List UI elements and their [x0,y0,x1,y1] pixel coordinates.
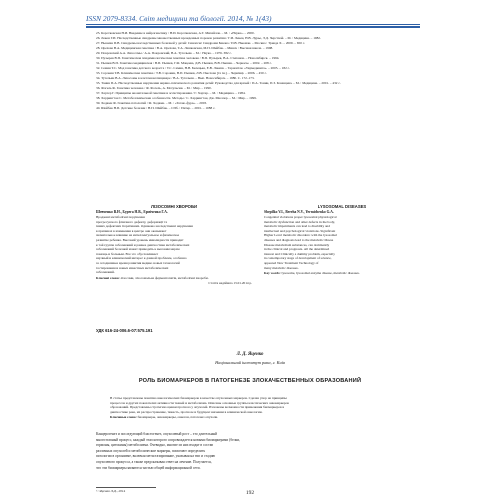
body-line: опухолевого процесса, а также предсказывая ответ на лечение. Получается, [96,459,212,464]
article-keywords-text: биомаркеры, онкомаркеры, онкоген, патогенез опухоли. [137,415,219,420]
reference-number: 33. [96,71,101,75]
reference-number: 26. [96,36,101,40]
article-abstract [110,396,410,420]
article-institute: Національний інститут рака, г. Київ [215,360,285,365]
abstract-right-line: metabolic impairments can lead to disability and [264,224,330,229]
abstract-left-line: заболеваний. [96,270,115,275]
reference-number: 34. [96,76,101,80]
abstract-right-line: appeared New Treatment Technology of [264,260,319,265]
reference-text: Ньюман П.В. Синдромы наследственных болезней у детей: Синопсис Синдроми Бавова / П.В. Ньюман. – Москва : Триада Х. – 2009. – 650 с. [101,41,306,45]
reference-text: Пузырев В.П. Генетическая эпидемиологическая генетика человека / В.П. Пузырев, В.А. Степанов. – Новосибирск. – 1994. [101,56,280,60]
abstract-left-line: заболеваний болезней может приводить к высоким мерам [96,247,180,252]
reference-text: Шейбак Н.П. Детские болезни / Н.П. Шейбак. – СПб. : Питер. – 2001. – 1088 с. [101,106,216,110]
article-author: Л. Д. Яценко [236,352,264,357]
reference-text: Фогель Ф. Генетика человека / Ф. Фогель, А. Мотульски. – М. : Мир. – 1990. [101,86,212,90]
reference-text: Тутельян В.А. Лизосомы в клеточном пищеваре / В.А. Тутельян. – Вып. Новосибирск. – 1980. С. 172–173. [101,76,255,80]
body-line: гормоны, цитокины) метаболизма. Очевидно, многие из них входят в состав [96,443,213,448]
reference-number: 29. [96,51,101,55]
abstract-ukrainian [96,204,252,285]
reference-text: Семин Т.С. Мод генетика детского возраста / Т.С. Семин, Н.В. Белецька, Е.В. Лакиш. – Тернопіль: «Укрмедкнига». – 2005. – 182 с. [101,66,290,70]
abstract-right-line: interest and Clinically a dummy problem, especially [264,251,335,256]
reference-text: Пышев В.П. Генетика медицинская / В.П. Пышев, Г.Ф. Мацеева, Д.В. Пышев, В.В. Пышев. – Черкасы. – 2002. – 208 с. [101,61,272,65]
abstract-right-text [264,215,420,270]
reference-text: Коротковская Н.И. Введение в нейрогенетику / Н.И. Коротковская, А.Т. Михайлов. – М. : «Наука». – 2000. [101,31,255,35]
abstract-left-line: помощь и больным. Все это обусловливает [96,251,159,256]
abstract-right-title: LYSOSOMAL DISEASES [317,204,367,209]
copyright-note: © Яценко Л.Д., 2014 [96,489,126,493]
abstract-left-authors: Шевченко В.Н., Бурега Н.В., Ерміченко Г.А. [96,210,168,214]
reference-text: Хартер Г. Принципы неонатальной генетики и ассистирования / Г. Хартер. – М. : Медицина. – 1984. [101,91,246,95]
abstract-right-line: intellectual and psychological violations. Significant [264,228,336,233]
abstract-left-line: за сегодняшнее время развития медико новых технологий [96,260,180,265]
header-rule [86,24,420,25]
abstract-right-line: metabolic dysfunction and other defects in the body, [264,219,335,224]
reference-number: 27. [96,41,101,45]
reference-list [96,31,416,111]
udc-code: УДК 616-24-006.6-07:575.191 [96,328,153,333]
abstract-right-line: in contemporary stage of development of science, [264,256,332,261]
reference-number: 39. [96,101,101,105]
abstract-left-line: тестирования и новых известных метаболических [96,265,169,270]
reference-number: 30. [96,56,101,60]
abstract-left-line: прогресуючого фізичного дефекту, деформації та [96,219,168,224]
article-abstract-line: В статье представлены понятия онкологических биомаркеров в качестве опухолевых маркеров. Сделан упор на принципы [110,396,287,400]
abstract-left-line: развитие ребенка. Высокий уровень инвалидности приводит [96,237,184,242]
footnote-rule [96,487,156,488]
reference-text: Орехова В.А. Медицинская генетика / В.А. Орехова, Т.А. Лашковская, М.П. Шейбак. – Минск : Высшая школа. – 1998. [101,46,274,50]
article-title: РОЛЬ БИОМАРКЕРОВ В ПАТОГЕНЕЗЕ ЗЛОКАЧЕСТВЕННЫХ ОБРАЗОВАНИЙ [138,378,362,384]
abstract-left-line: научный и клинический интерес к данной проблеме, особенно [96,256,187,261]
article-abstract-line: процессов и других показателях активности тканей и метаболизма. Описаны основные группы классических онкомаркеров [110,400,289,405]
article-body [96,432,422,471]
reference-number: 36. [96,86,101,90]
abstract-left-keywords-text: лізосоми, лізосомальна ферментопатія, метаболічні хвороби. [120,275,209,280]
reference-text: Тонин П.А. Наследственные нарушения нервно-психического развития детей: Руководство для врачей / П.А. Тонин, П.З. Казанцева. – М. : Медицина. – 2001. – 432 с. [101,81,341,85]
reference-number: 37. [96,91,101,95]
abstract-left-keywords-label: Ключові слова: [96,275,120,280]
article-abstract-line: образований. Представлены стратегии оценки прогноза у опухолей. Изложены возможности применения биомаркеров в [110,405,285,410]
article-abstract-line: диагностике рака, их распространение, тяжесть, прогнозе и будущем значении в клинической онкологии. [110,409,263,414]
header-bar [86,26,420,28]
reference-number: 31. [96,61,101,65]
body-line: что эти биомаркеры являются частью общей информационной сети. [96,465,201,470]
abstract-right-keywords [264,271,420,276]
abstract-right-keywords-text: lysosome, lysosomal enzyme disease, metabolic diseases. [281,271,360,276]
abstract-left-keywords [96,276,252,281]
abstract-right-line: diseases and diagnosis lead to the metabolic illness [264,237,334,242]
abstract-left-line: к той группе заболеваний и раннее диагностика метаболических [96,242,190,247]
abstract-right-line: many metabolic diseases. [264,265,299,270]
body-line: различных опухолей и метаболические маркеры, помогают определить [96,448,206,453]
body-line: Канцерогенез и последующий бластогенез, опухолевый рост – это длительный [96,432,217,436]
reference-number: 40. [96,106,101,110]
abstract-right-keywords-label: Key words: [264,271,281,276]
reference-number: 35. [96,81,101,85]
abstract-right-line: Congenital violations proper lysosomal physiological [264,215,337,219]
abstract-left-text [96,215,252,275]
reference-text: Ходжен Ф. Генетика патологий / Ф. Ходжен. – М. : «Техно-фура». – 2003. [101,101,207,105]
page-number: 192 [245,490,255,496]
reference-text: Харрингтон С. Метаболомические особенности. Методы / С. Харрингтон, Дж. Мюллер. – М. : Мир. – 1999. [101,96,257,100]
journal-header: ISSN 2079-8334. Світ медицини та біології. 2014, № 1(43) [86,14,272,23]
abstract-left-line: інших дефектних ітеративних. Однаково наследственні нарушения [96,224,193,229]
abstract-left-line: Вроджені метаболічні порушення [96,215,145,219]
abstract-left-line: в причинах в изменения в центре они оказывают [96,228,167,233]
reference-number: 32. [96,66,101,70]
article-abstract-text [110,396,410,414]
reference-item [96,106,416,111]
reference-text: Сорокин Т.В. Клиническая генетика / Т.В. Сорокин, В.П. Пышев, Л.В. Пыслова [та ін.]. – Чернівці. – 2006. – 450 с. [101,71,267,75]
abstract-right-line: Higher Level metabolic disorders: with the lysosomal [264,233,337,238]
body-line: многоэтапный процесс, каждый этап которого сопровождается новыми биомаркерами (белки, [96,437,241,442]
reference-text: Покровский А.А. Лизосомы / А.А. Покровский, В.А. Тутельян. – М. : Наука. – 1976. 382 с. [101,51,232,55]
abstract-right-authors: Shepilko V.I., Bereha N.V., Yermichenko G.A. [264,210,334,214]
body-line: патологии в организме, включая метастазирование, указывая на тип и стадию [96,454,216,459]
abstracts-section [96,204,420,316]
article-keywords-label: Ключевые слова: [110,415,137,420]
reference-number: 38. [96,96,101,100]
abstract-english [264,204,420,276]
reference-number: 25. [96,31,101,35]
abstract-right-line: in the clinical and prognosis. All the determined [264,247,330,252]
abstract-right-line: Disease metabolism substances, can dominantly [264,242,330,247]
abstract-left-title: ЛІЗОСОМНІ ХВОРОБИ [151,204,197,209]
reference-text: Лекен Г.И. Наследственные синдромы множественных врожденных пороков развития / Г.И. Лекен, Н.В. Лурье, Э.Д. Черствой. – М. : Медицина. – 1982. [101,36,321,40]
article-keywords [110,415,410,420]
abstract-left-line: значительное влияние на интеллектуальное и физическое [96,233,180,238]
reference-number: 28. [96,46,101,50]
abstract-left-date: Стаття надійшла 13.01.2014 р. [208,281,252,286]
